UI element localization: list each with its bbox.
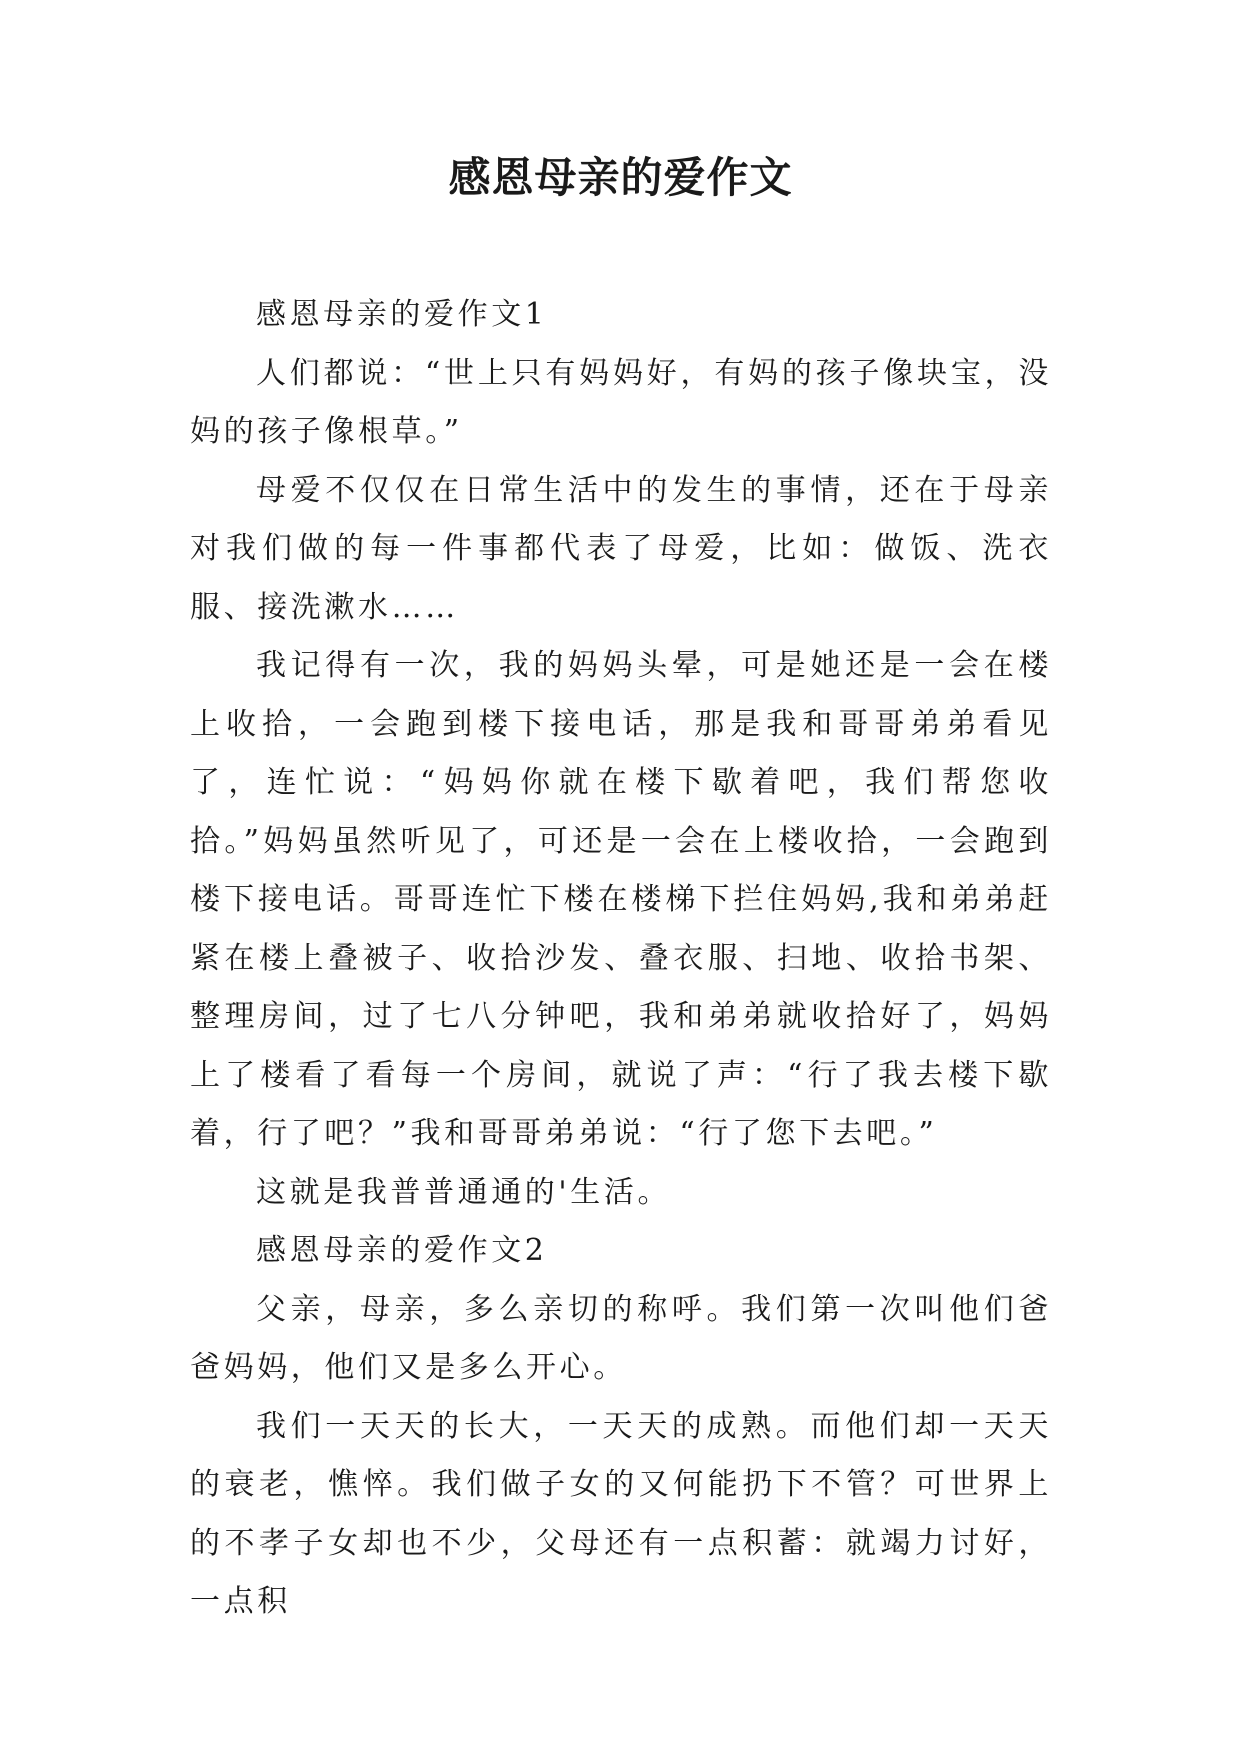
section-heading-2: 感恩母亲的爱作文2 <box>256 1233 548 1268</box>
paragraph: 这就是我普普通通的'生活。 <box>256 1174 672 1210</box>
document-body <box>190 286 1052 1632</box>
section-heading-1: 感恩母亲的爱作文1 <box>256 297 548 332</box>
paragraph: 母爱不仅仅在日常生活中的发生的事情，还在于母亲对我们做的每一件事都代表了母爱，比如：做饭、洗衣服、接洗漱水…… <box>190 472 1052 625</box>
paragraph: 我们一天天的长大，一天天的成熟。而他们却一天天的衰老，憔悴。我们做子女的又何能扔下不管？可世界上的不孝子女却也不少，父母还有一点积蓄：就竭力讨好，一点积 <box>190 1408 1052 1619</box>
paragraph: 父亲，母亲，多么亲切的称呼。我们第一次叫他们爸爸妈妈，他们又是多么开心。 <box>190 1291 1052 1385</box>
paragraph: 我记得有一次，我的妈妈头晕，可是她还是一会在楼上收拾，一会跑到楼下接电话，那是我和哥哥弟弟看见了，连忙说：“妈妈你就在楼下歇着吧，我们帮您收拾。”妈妈虽然听见了，可还是一会在上楼收拾，一会跑到楼下接电话。哥哥连忙下楼在楼梯下拦住妈妈,我和弟弟赶紧在楼上叠被子、收拾沙发、叠衣服、扫地、收拾书架、整理房间，过了七八分钟吧，我和弟弟就收拾好了，妈妈上了楼看了看每一个房间，就说了声：“行了我去楼下歇着，行了吧？”我和哥哥弟弟说：“行了您下去吧。” <box>190 648 1052 1151</box>
paragraph: 人们都说：“世上只有妈妈好，有妈的孩子像块宝，没妈的孩子像根草。” <box>190 355 1052 449</box>
document-title: 感恩母亲的爱作文 <box>448 153 793 202</box>
